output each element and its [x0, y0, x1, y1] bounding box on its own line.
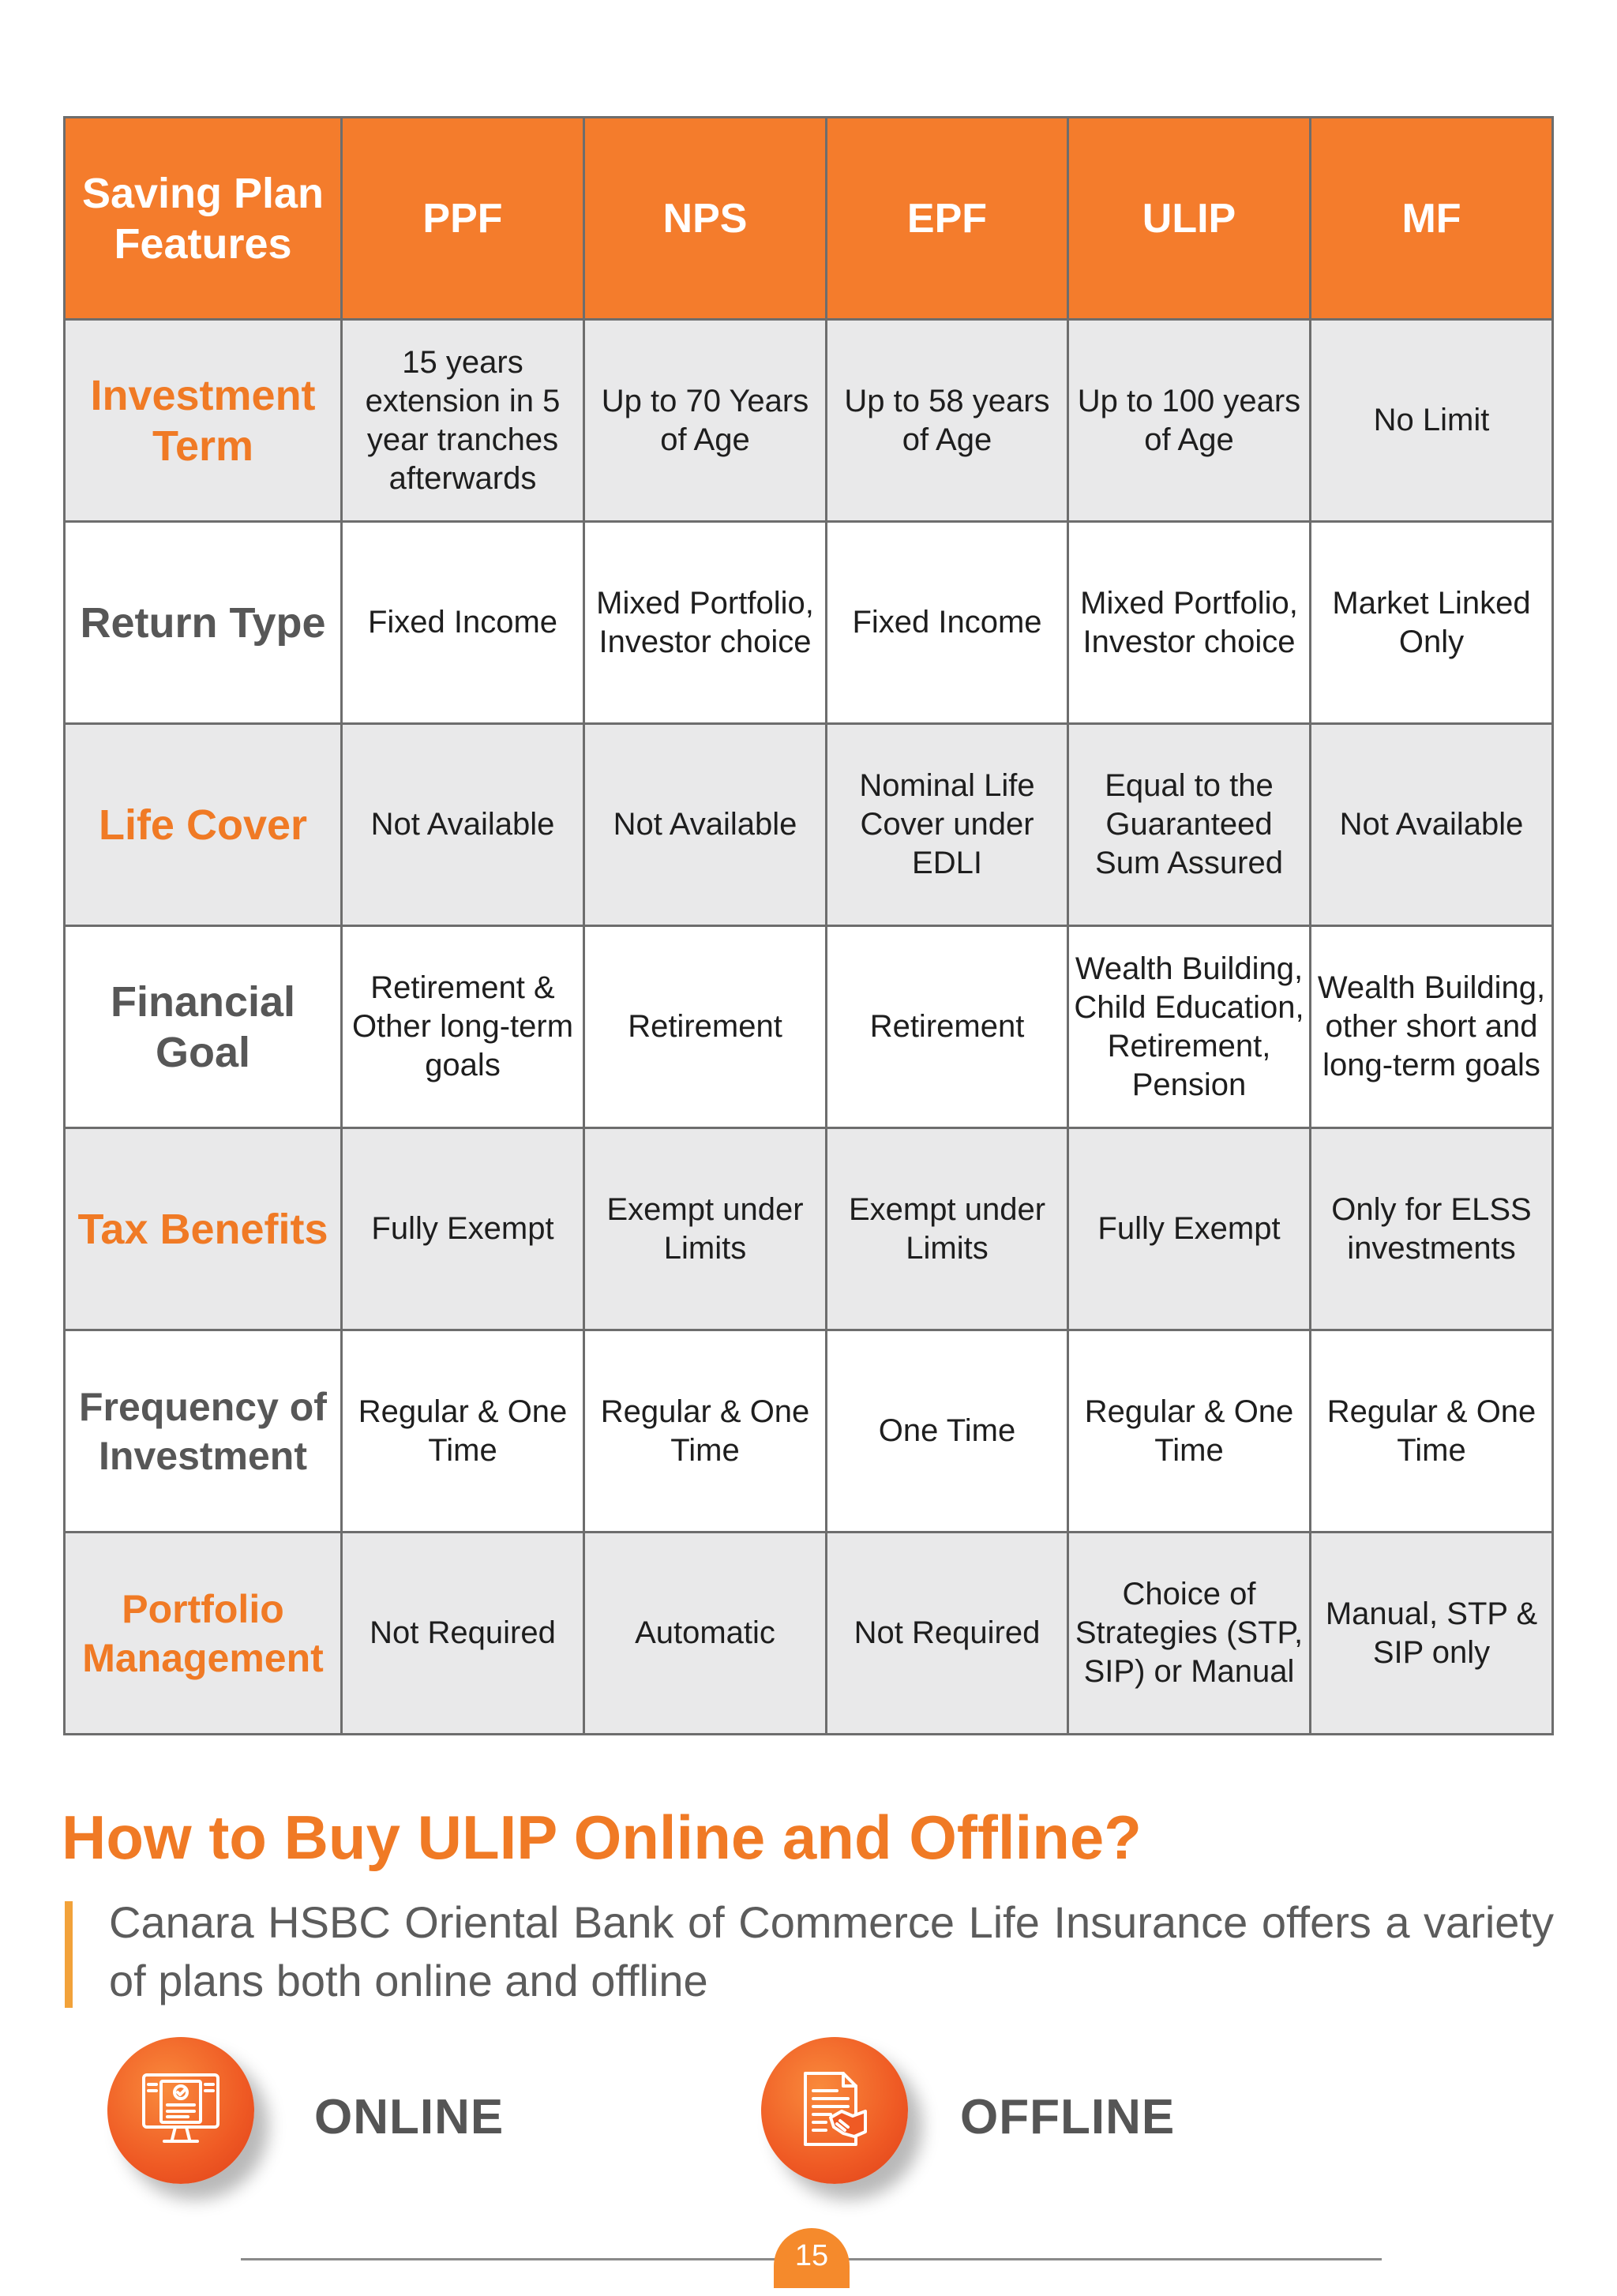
table-cell: Wealth Building, other short and long-term goals	[1311, 926, 1553, 1128]
table-cell: Retirement	[584, 926, 827, 1128]
table-cell: One Time	[827, 1330, 1068, 1533]
feature-label: Tax Benefits	[65, 1128, 342, 1330]
feature-label: Frequency of Investment	[65, 1330, 342, 1533]
header-nps: NPS	[584, 118, 827, 320]
table-cell: Not Required	[827, 1533, 1068, 1735]
table-cell: Regular & One Time	[1311, 1330, 1553, 1533]
header-mf: MF	[1311, 118, 1553, 320]
table-cell: Nominal Life Cover under EDLI	[827, 724, 1068, 926]
savings-comparison-table	[63, 116, 1554, 1735]
accent-bar	[65, 1901, 73, 2008]
table-row	[65, 724, 1553, 926]
table-cell: Only for ELSS investments	[1311, 1128, 1553, 1330]
table-row	[65, 1128, 1553, 1330]
document-handshake-icon	[791, 2067, 878, 2154]
table-cell: 15 years extension in 5 year tranches afterwards	[342, 320, 584, 522]
table-cell: Mixed Portfolio, Investor choice	[1068, 522, 1311, 724]
table-cell: Exempt under Limits	[827, 1128, 1068, 1330]
header-epf: EPF	[827, 118, 1068, 320]
table-cell: Automatic	[584, 1533, 827, 1735]
section-heading: How to Buy ULIP Online and Offline?	[62, 1803, 1142, 1872]
table-cell: Regular & One Time	[342, 1330, 584, 1533]
table-header-row	[65, 118, 1553, 320]
table-cell: Fully Exempt	[1068, 1128, 1311, 1330]
table-cell: Not Available	[1311, 724, 1553, 926]
table-cell: Exempt under Limits	[584, 1128, 827, 1330]
table-cell: Regular & One Time	[1068, 1330, 1311, 1533]
table-cell: Equal to the Guaranteed Sum Assured	[1068, 724, 1311, 926]
table-cell: Fixed Income	[827, 522, 1068, 724]
page-number: 15	[774, 2228, 850, 2288]
table-cell: Fixed Income	[342, 522, 584, 724]
table-cell: Up to 100 years of Age	[1068, 320, 1311, 522]
feature-label: Investment Term	[65, 320, 342, 522]
online-icon-circle	[107, 2037, 254, 2184]
table-cell: Up to 58 years of Age	[827, 320, 1068, 522]
table-cell: Choice of Strategies (STP, SIP) or Manual	[1068, 1533, 1311, 1735]
online-label: ONLINE	[314, 2090, 505, 2144]
table-row	[65, 1533, 1553, 1735]
table-cell: Mixed Portfolio, Investor choice	[584, 522, 827, 724]
table-cell: Market Linked Only	[1311, 522, 1553, 724]
feature-label: Financial Goal	[65, 926, 342, 1128]
header-ulip: ULIP	[1068, 118, 1311, 320]
header-saving-plan-features: Saving Plan Features	[65, 118, 342, 320]
table-row	[65, 926, 1553, 1128]
header-ppf: PPF	[342, 118, 584, 320]
feature-label: Return Type	[65, 522, 342, 724]
feature-label: Life Cover	[65, 724, 342, 926]
offline-label: OFFLINE	[960, 2090, 1176, 2144]
table-row	[65, 320, 1553, 522]
table-cell: Not Required	[342, 1533, 584, 1735]
table-cell: Fully Exempt	[342, 1128, 584, 1330]
table-cell: Not Available	[342, 724, 584, 926]
table-cell: Retirement & Other long-term goals	[342, 926, 584, 1128]
table-cell: No Limit	[1311, 320, 1553, 522]
table-cell: Up to 70 Years of Age	[584, 320, 827, 522]
table-cell: Manual, STP & SIP only	[1311, 1533, 1553, 1735]
table-cell: Regular & One Time	[584, 1330, 827, 1533]
offline-icon-circle	[761, 2037, 908, 2184]
feature-label: Portfolio Management	[65, 1533, 342, 1735]
table-cell: Wealth Building, Child Education, Retirement, Pension	[1068, 926, 1311, 1128]
table-row	[65, 1330, 1553, 1533]
table-row	[65, 522, 1553, 724]
section-intro: Canara HSBC Oriental Bank of Commerce Life Insurance offers a variety of plans both online and offline	[109, 1897, 1554, 2005]
computer-checklist-icon	[137, 2067, 224, 2154]
table-cell: Not Available	[584, 724, 827, 926]
table-cell: Retirement	[827, 926, 1068, 1128]
